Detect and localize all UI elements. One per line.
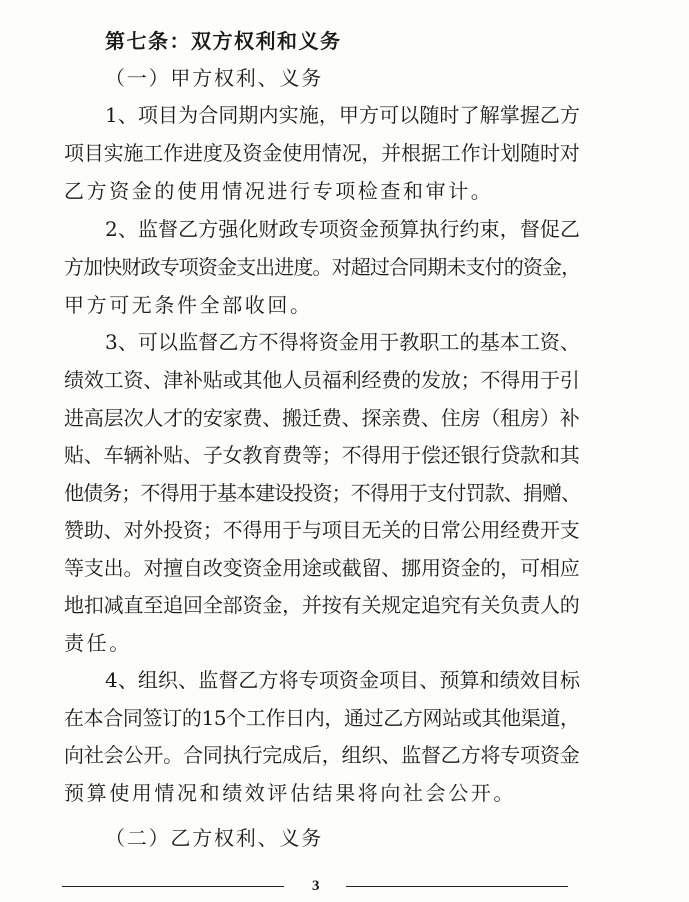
section-a-heading: （一）甲方权利、义务 xyxy=(105,66,323,90)
article-title: 第七条：双方权利和义务 xyxy=(105,29,342,53)
clause-3-line-9: 责任。 xyxy=(64,631,132,655)
section-b-heading: （二）乙方权利、义务 xyxy=(105,826,323,850)
clause-3-line-3: 进高层次人才的安家费、搬迁费、探亲费、住房（租房）补 xyxy=(64,406,580,430)
clause-4-line-4: 预算使用情况和绩效评估结果将向社会公开。 xyxy=(64,781,516,805)
clause-3-line-2: 绩效工资、津补贴或其他人员福利经费的发放；不得用于引 xyxy=(64,368,580,392)
clause-3-line-4: 贴、车辆补贴、子女教育费等；不得用于偿还银行贷款和其 xyxy=(64,443,580,467)
footer-rule-right xyxy=(346,886,568,887)
clause-2-line-2: 方加快财政专项资金支出进度。对超过合同期未支付的资金， xyxy=(64,255,581,279)
clause-4-line-1: 4、组织、监督乙方将专项资金项目、预算和绩效目标 xyxy=(105,668,581,692)
clause-3-line-8: 地扣减直至追回全部资金，并按有关规定追究有关负责人的 xyxy=(64,593,580,617)
clause-4-line-3: 向社会公开。合同执行完成后，组织、监督乙方将专项资金 xyxy=(64,743,580,767)
clause-2-line-1: 2、监督乙方强化财政专项资金预算执行约束，督促乙 xyxy=(105,217,581,241)
clause-3-line-7: 等支出。对擅自改变资金用途或截留、挪用资金的，可相应 xyxy=(64,556,580,580)
clause-3-line-5: 他债务；不得用于基本建设投资；不得用于支付罚款、捐赠、 xyxy=(64,481,581,505)
clause-1-line-2: 项目实施工作进度及资金使用情况，并根据工作计划随时对 xyxy=(64,141,580,165)
page-number: 3 xyxy=(312,878,320,894)
footer-rule-left xyxy=(62,886,284,887)
clause-1-line-1: 1、项目为合同期内实施，甲方可以随时了解掌握乙方 xyxy=(105,103,581,127)
clause-3-line-1: 3、可以监督乙方不得将资金用于教职工的基本工资、 xyxy=(105,330,581,354)
clause-1-line-3: 乙方资金的使用情况进行专项检查和审计。 xyxy=(64,179,494,203)
clause-2-line-3: 甲方可无条件全部收回。 xyxy=(64,293,313,317)
clause-3-line-6: 赞助、对外投资；不得用于与项目无关的日常公用经费开支 xyxy=(64,518,580,542)
clause-4-line-2: 在本合同签订的15个工作日内，通过乙方网站或其他渠道， xyxy=(64,706,580,730)
